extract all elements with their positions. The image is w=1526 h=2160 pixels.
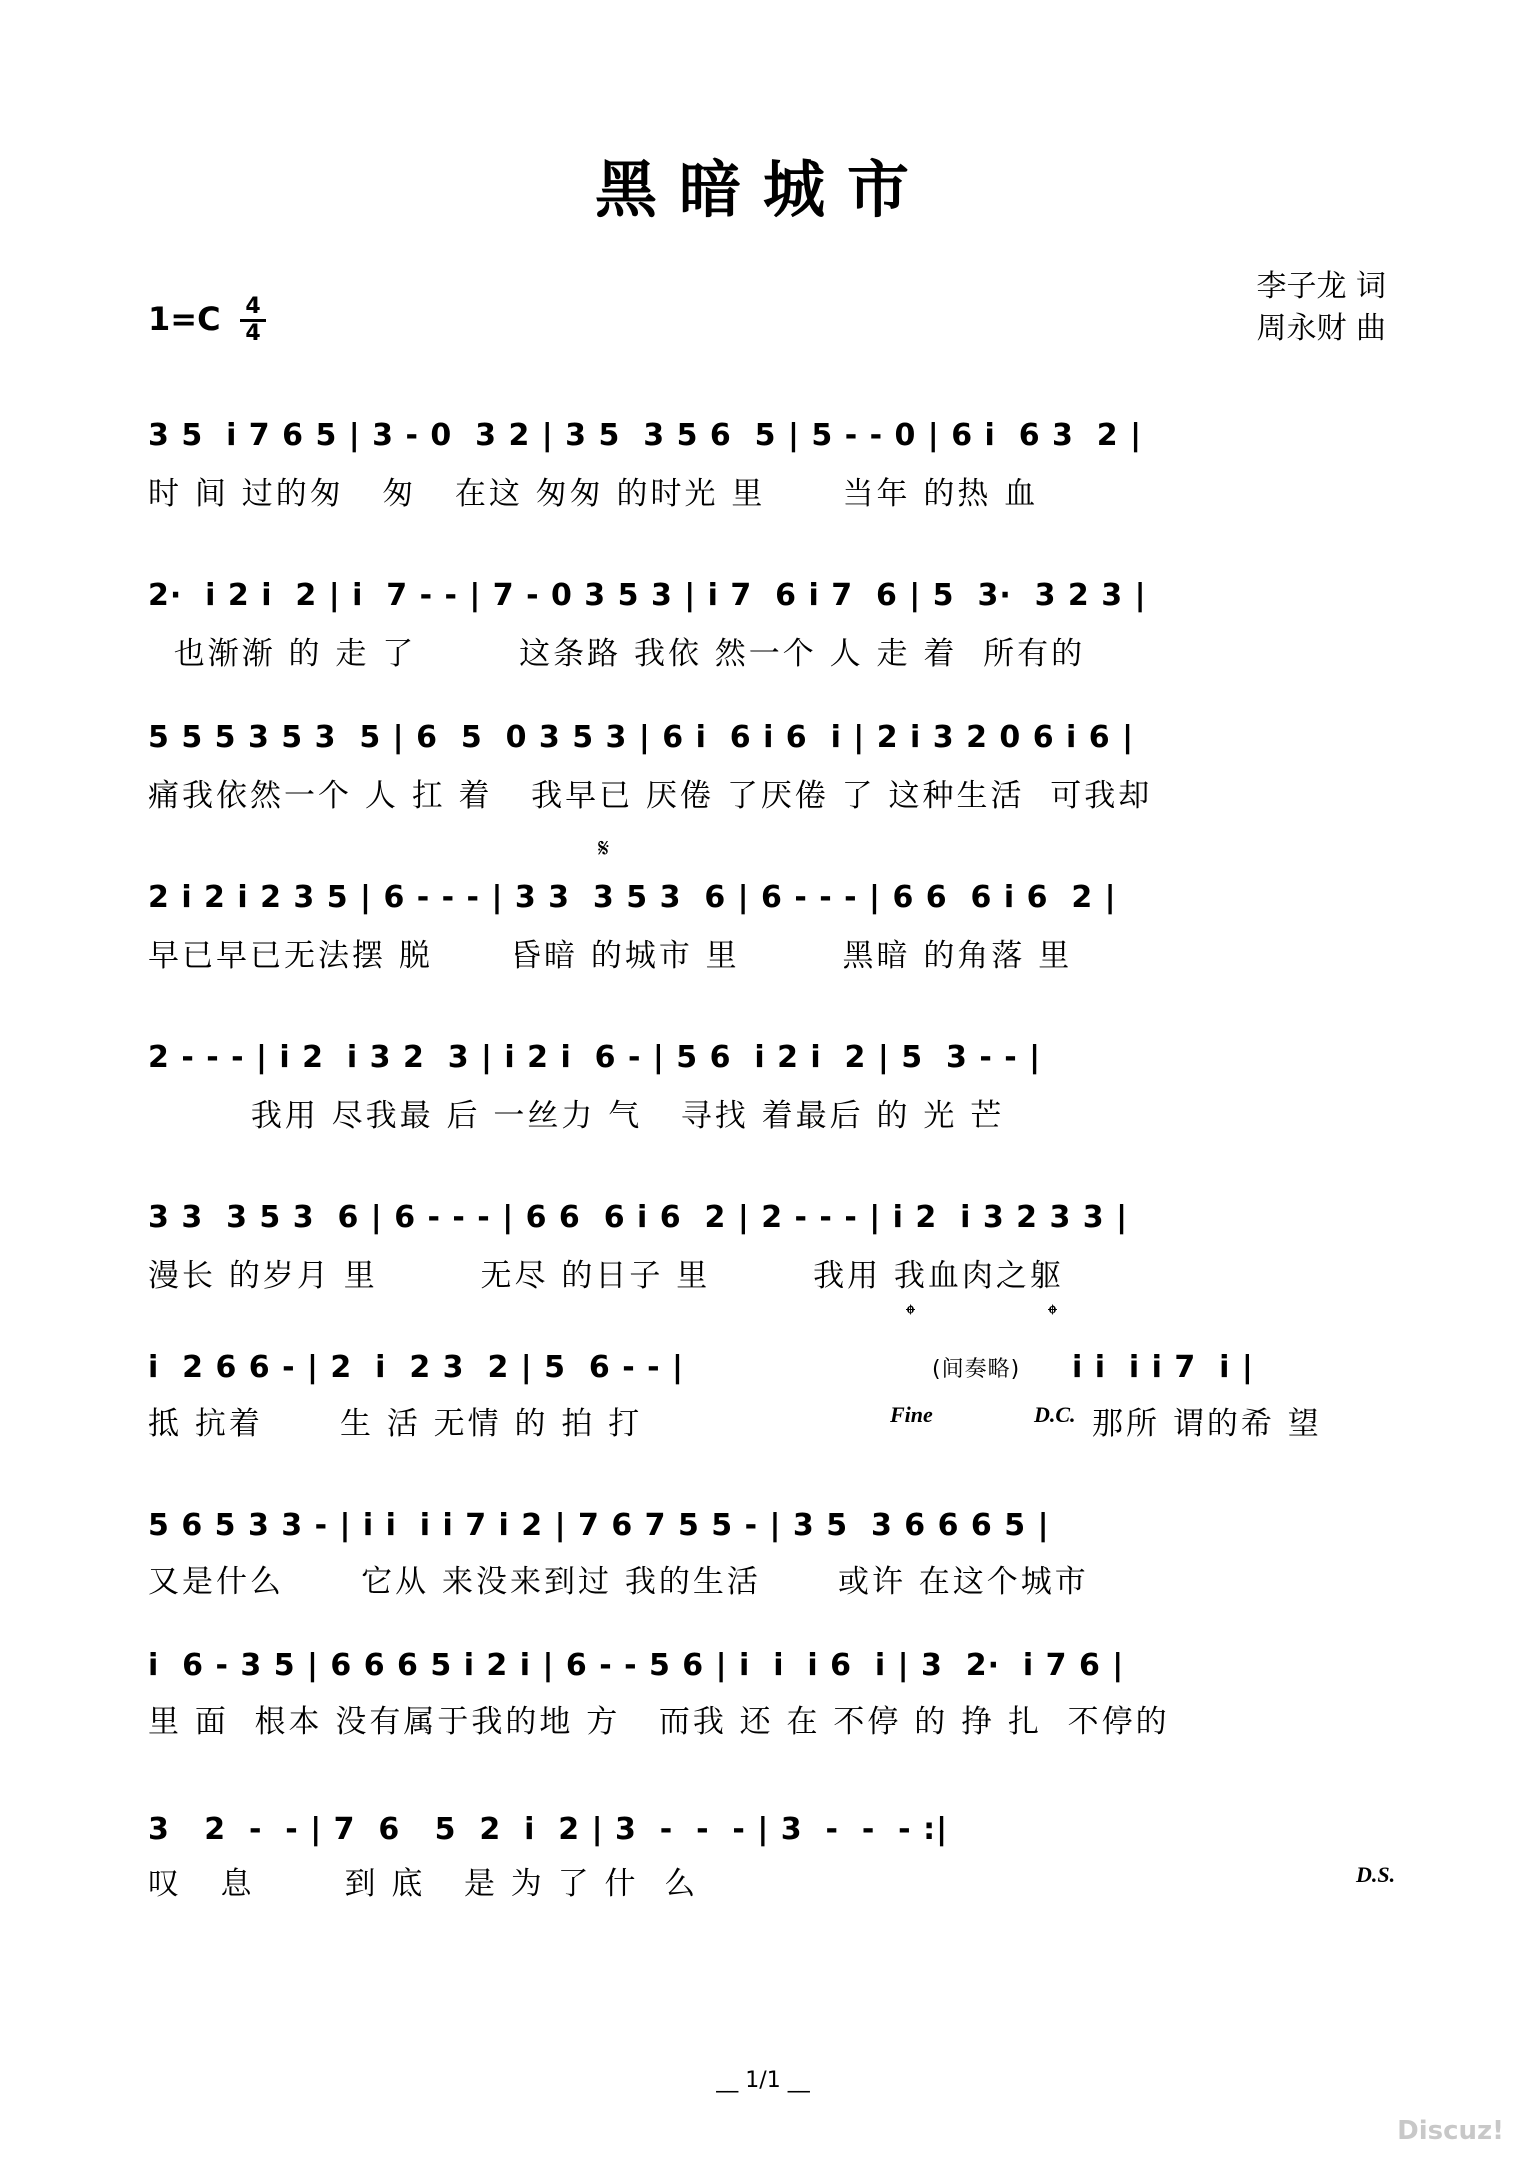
notation-line-10: 3 2 - - | 7 6 5 2 i 2 | 3 - - - | 3 - - - :|	[148, 1812, 949, 1847]
lyrics-line-2: 也渐渐 的 走 了 这条路 我依 然一个 人 走 着 所有的	[148, 636, 1086, 672]
credits	[1256, 266, 1386, 350]
notation-line-3: 5 5 5 3 5 3 5 | 6 5 0 3 5 3 | 6 i 6 i 6 i | 2 i 3 2 0 6 i 6 |	[148, 720, 1135, 755]
lyrics-line-10: 叹 息 到 底 是 为 了 什 么	[148, 1866, 699, 1902]
lyricist: 李子龙 词	[1256, 269, 1386, 304]
key-signature: 1=C	[148, 300, 221, 338]
time-signature-top: 4	[245, 294, 261, 319]
time-signature-bottom: 4	[245, 321, 261, 346]
time-signature	[240, 296, 266, 345]
notation-line-6: 3 3 3 5 3 6 | 6 - - - | 6 6 6 i 6 2 | 2 - - - | i 2 i 3 2 3 3 |	[148, 1200, 1129, 1235]
segno-sign: 𝄋	[598, 834, 610, 864]
lyrics-line-7: 抵 抗着 生 活 无情 的 拍 打	[148, 1406, 643, 1442]
page-number: __ 1/1 __	[716, 2068, 810, 2093]
notation-line-8: 5 6 5 3 3 - | i i i i 7 i 2 | 7 6 7 5 5 - | 3 5 3 6 6 6 5 |	[148, 1508, 1050, 1543]
notation-line-4: 2 i 2 i 2 3 5 | 6 - - - | 3 3 3 5 3 6 | 6 - - - | 6 6 6 i 6 2 |	[148, 880, 1117, 915]
interlude-note: (间奏略)	[932, 1357, 1021, 1382]
lyrics-line-8: 又是什么 它从 来没来到过 我的生活 或许 在这个城市	[148, 1564, 1089, 1600]
coda-sign-2: 𝄌	[1048, 1300, 1057, 1330]
lyrics-line-5: 我用 尽我最 后 一丝力 气 寻找 着最后 的 光 芒	[148, 1098, 1005, 1134]
composer: 周永财 曲	[1256, 311, 1386, 346]
notation-line-9: i 6 - 3 5 | 6 6 6 5 i 2 i | 6 - - 5 6 | i i i 6 i | 3 2· i 7 6 |	[148, 1648, 1125, 1683]
page-title: 黑暗城市	[594, 153, 931, 226]
lyrics-line-9: 里 面 根本 没有属于我的地 方 而我 还 在 不停 的 挣 扎 不停的	[148, 1704, 1170, 1740]
notation-line-5: 2 - - - | i 2 i 3 2 3 | i 2 i 6 - | 5 6 i 2 i 2 | 5 3 - - |	[148, 1040, 1042, 1075]
watermark: Discuz!	[1397, 2116, 1504, 2146]
notation-line-7: i 2 6 6 - | 2 i 2 3 2 | 5 6 - - |	[148, 1350, 684, 1385]
notation-line-7b: i i i i 7 i |	[1072, 1350, 1254, 1385]
lyrics-line-1: 时 间 过的匆 匆 在这 匆匆 的时光 里 当年 的热 血	[148, 476, 1039, 512]
page-number-text: 1/1	[745, 2068, 781, 2093]
notation-line-1: 3 5 i 7 6 5 | 3 - 0 3 2 | 3 5 3 5 6 5 | 5 - - 0 | 6 i 6 3 2 |	[148, 418, 1143, 453]
fine-mark: Fine	[890, 1402, 933, 1427]
lyrics-line-4: 早已早已无法摆 脱 昏暗 的城市 里 黑暗 的角落 里	[148, 938, 1073, 974]
lyrics-line-6: 漫长 的岁月 里 无尽 的日子 里 我用 我血肉之躯	[148, 1258, 1064, 1294]
lyrics-line-7b: 那所 谓的希 望	[1092, 1406, 1322, 1442]
ds-mark: D.S.	[1356, 1862, 1396, 1887]
lyrics-line-3: 痛我依然一个 人 扛 着 我早已 厌倦 了厌倦 了 这种生活 可我却	[148, 778, 1153, 814]
coda-sign-1: 𝄌	[906, 1300, 915, 1330]
dc-mark: D.C.	[1034, 1402, 1076, 1427]
notation-line-2: 2· i 2 i 2 | i 7 - - | 7 - 0 3 5 3 | i 7 6 i 7 6 | 5 3· 3 2 3 |	[148, 578, 1147, 613]
